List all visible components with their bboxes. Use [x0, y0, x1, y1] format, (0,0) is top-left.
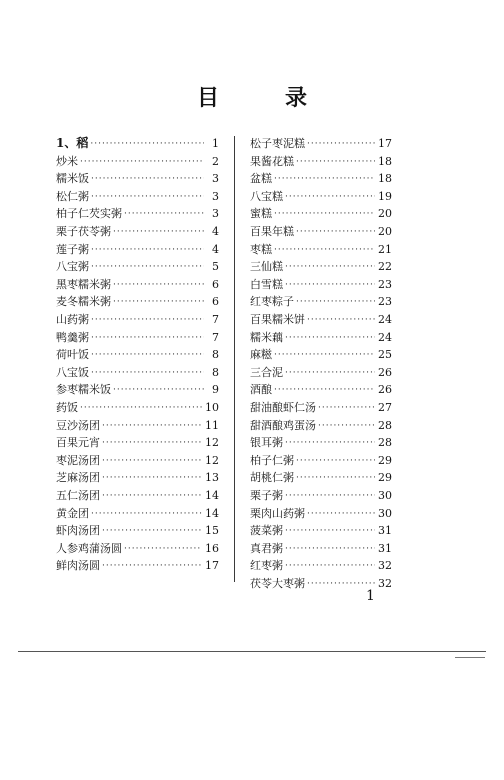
toc-entry-title: 豆沙汤团	[56, 418, 100, 432]
toc-entry-page: 1	[212, 137, 219, 150]
toc-entry	[250, 277, 392, 291]
toc-entry-page: 17	[378, 137, 392, 150]
toc-leader-dots	[285, 280, 375, 291]
toc-leader-dots	[113, 227, 204, 238]
toc-leader-dots	[307, 579, 375, 590]
toc-entry-page: 18	[378, 172, 392, 186]
toc-entry-title: 参枣糯米饭	[56, 383, 111, 397]
toc-entry-page: 27	[378, 401, 392, 414]
toc-leader-dots	[274, 350, 375, 361]
toc-leader-dots	[274, 174, 375, 185]
toc-entry-title: 枣糕	[250, 242, 272, 256]
toc-leader-dots	[91, 174, 204, 185]
toc-entry-title: 松子枣泥糕	[250, 137, 305, 150]
toc-entry	[250, 558, 392, 572]
toc-leader-dots	[296, 157, 375, 168]
toc-leader-dots	[91, 315, 204, 326]
toc-entry-title: 甜油酿虾仁汤	[250, 401, 316, 414]
toc-entry-page: 24	[378, 313, 392, 326]
toc-entry-title: 糯米藕	[250, 330, 283, 344]
toc-entry	[56, 558, 219, 572]
toc-entry-title: 真君粥	[250, 541, 283, 555]
toc-leader-dots	[274, 385, 375, 396]
toc-leader-dots	[318, 421, 375, 432]
toc-entry	[250, 189, 392, 203]
toc-leader-dots	[113, 385, 204, 396]
toc-entry-title: 胡桃仁粥	[250, 471, 294, 485]
toc-leader-dots	[296, 227, 375, 238]
toc-entry-title: 三合泥	[250, 365, 283, 379]
toc-entry-page: 31	[378, 524, 392, 538]
toc-leader-dots	[91, 509, 202, 520]
toc-entry-title: 五仁汤团	[56, 489, 100, 502]
toc-entry-page: 2	[212, 154, 219, 168]
toc-entry-page: 28	[378, 436, 392, 450]
toc-entry	[56, 488, 219, 502]
toc-entry	[250, 418, 392, 432]
toc-entry-page: 13	[205, 471, 219, 485]
toc-entry-title: 酒酿	[250, 383, 272, 397]
toc-entry-title: 菠菜粥	[250, 524, 283, 538]
toc-entry-page: 6	[212, 277, 219, 291]
toc-entry-page: 3	[212, 207, 219, 221]
toc-entry-page: 3	[212, 172, 219, 186]
toc-entry	[56, 400, 219, 414]
toc-entry-page: 22	[378, 260, 392, 274]
toc-entry-page: 23	[378, 295, 392, 309]
toc-entry-page: 32	[378, 559, 392, 573]
toc-entry	[56, 541, 219, 555]
toc-section-heading	[56, 136, 219, 150]
toc-leader-dots	[113, 297, 204, 308]
toc-entry	[250, 154, 392, 168]
toc-entry-title: 甜酒酿鸡蛋汤	[250, 418, 316, 432]
toc-entry-page: 20	[378, 225, 392, 238]
toc-entry	[56, 277, 219, 291]
toc-entry-title: 红枣粥	[250, 559, 283, 573]
toc-entry-title: 鸭羹粥	[56, 330, 89, 344]
toc-entry-page: 26	[378, 365, 392, 379]
toc-leader-dots	[91, 333, 204, 344]
toc-entry-page: 7	[212, 313, 219, 326]
toc-entry-title: 栗子粥	[250, 489, 283, 502]
toc-leader-dots	[285, 544, 375, 555]
toc-leader-dots	[285, 491, 375, 502]
toc-leader-dots	[124, 544, 202, 555]
toc-entry-title: 麦冬糯米粥	[56, 295, 111, 309]
toc-leader-dots	[296, 297, 375, 308]
toc-entry-page: 14	[205, 506, 219, 520]
toc-entry	[56, 330, 219, 344]
toc-leader-dots	[102, 473, 202, 484]
toc-entry-title: 柏子仁粥	[250, 453, 294, 467]
toc-leader-dots	[80, 403, 202, 414]
toc-leader-dots	[102, 561, 202, 572]
toc-entry-page: 9	[212, 383, 219, 397]
toc-entry-page: 29	[378, 453, 392, 467]
toc-entry-page: 11	[205, 418, 219, 432]
toc-entry-title: 松仁粥	[56, 189, 89, 203]
toc-leader-dots	[285, 262, 375, 273]
toc-entry-title: 盆糕	[250, 172, 272, 186]
toc-entry-page: 8	[212, 348, 219, 362]
toc-entry-page: 4	[212, 242, 219, 256]
toc-entry-title: 蜜糕	[250, 207, 272, 221]
toc-entry	[56, 154, 219, 168]
toc-entry-title: 白雪糕	[250, 277, 283, 291]
toc-entry-title: 黄金团	[56, 506, 89, 520]
toc-entry-title: 八宝粥	[56, 260, 89, 274]
toc-entry	[56, 189, 219, 203]
toc-entry-page: 29	[378, 471, 392, 485]
toc-entry-title: 柏子仁芡实粥	[56, 207, 122, 221]
toc-entry-title: 百果年糕	[250, 225, 294, 238]
toc-entry-title: 芝麻汤团	[56, 471, 100, 485]
toc-entry-page: 17	[205, 559, 219, 573]
toc-entry-title: 八宝糕	[250, 189, 283, 203]
toc-entry	[250, 294, 392, 308]
toc-entry-title: 药饭	[56, 401, 78, 414]
toc-entry-title: 1、稻	[56, 136, 89, 150]
toc-entry	[250, 470, 392, 484]
page-number: 1	[366, 588, 375, 604]
toc-entry-title: 枣泥汤团	[56, 453, 100, 467]
toc-entry-title: 炒米	[56, 154, 78, 168]
toc-entry	[56, 294, 219, 308]
toc-entry	[250, 330, 392, 344]
toc-leader-dots	[91, 262, 204, 273]
toc-leader-dots	[307, 139, 375, 150]
toc-entry-page: 24	[378, 330, 392, 344]
toc-entry-page: 21	[378, 242, 392, 256]
toc-entry-page: 19	[378, 189, 392, 203]
toc-entry-page: 12	[205, 453, 219, 467]
toc-entry	[56, 365, 219, 379]
toc-entry	[250, 224, 392, 238]
toc-entry	[56, 435, 219, 449]
toc-entry	[56, 453, 219, 467]
toc-entry-page: 3	[212, 189, 219, 203]
toc-leader-dots	[285, 192, 375, 203]
toc-entry-page: 32	[378, 577, 392, 590]
toc-leader-dots	[285, 333, 375, 344]
toc-leader-dots	[102, 456, 202, 467]
toc-entry-page: 20	[378, 207, 392, 221]
toc-entry	[56, 506, 219, 520]
toc-leader-dots	[285, 526, 375, 537]
toc-entry	[250, 171, 392, 185]
toc-entry-page: 28	[378, 418, 392, 432]
toc-leader-dots	[285, 438, 375, 449]
toc-entry-page: 25	[378, 348, 392, 362]
column-divider	[234, 136, 235, 582]
page-title: 目 录	[196, 85, 329, 111]
toc-entry	[56, 312, 219, 326]
toc-leader-dots	[102, 438, 202, 449]
toc-leader-dots	[296, 473, 375, 484]
toc-entry-page: 7	[212, 330, 219, 344]
toc-entry	[56, 171, 219, 185]
toc-entry-title: 糯米饭	[56, 172, 89, 186]
toc-leader-dots	[274, 209, 375, 220]
toc-entry-title: 莲子粥	[56, 242, 89, 256]
toc-leader-dots	[102, 491, 202, 502]
toc-entry-page: 10	[205, 401, 219, 414]
footer-rule	[18, 651, 486, 652]
toc-entry	[250, 242, 392, 256]
toc-leader-dots	[274, 245, 375, 256]
toc-entry	[56, 347, 219, 361]
toc-entry	[56, 418, 219, 432]
toc-entry-page: 6	[212, 295, 219, 309]
toc-leader-dots	[90, 139, 204, 150]
toc-entry	[250, 259, 392, 273]
toc-entry-page: 31	[378, 541, 392, 555]
toc-entry	[250, 365, 392, 379]
toc-entry	[56, 242, 219, 256]
toc-entry-title: 虾肉汤团	[56, 524, 100, 538]
toc-entry	[250, 506, 392, 520]
toc-entry-page: 15	[205, 524, 219, 538]
toc-leader-dots	[124, 209, 204, 220]
toc-entry	[250, 312, 392, 326]
toc-leader-dots	[285, 368, 375, 379]
toc-entry-title: 栗子茯苓粥	[56, 225, 111, 238]
toc-entry	[250, 453, 392, 467]
toc-leader-dots	[91, 245, 204, 256]
toc-leader-dots	[91, 350, 204, 361]
toc-entry-page: 8	[212, 365, 219, 379]
toc-entry-title: 红枣粽子	[250, 295, 294, 309]
toc-entry	[56, 470, 219, 484]
toc-entry-page: 12	[205, 436, 219, 450]
toc-leader-dots	[296, 456, 375, 467]
toc-entry	[250, 136, 392, 150]
toc-leader-dots	[113, 280, 204, 291]
toc-entry	[250, 541, 392, 555]
footer-rule-short	[455, 657, 485, 658]
toc-entry	[250, 206, 392, 220]
toc-entry-title: 鲜肉汤圆	[56, 559, 100, 573]
toc-entry-title: 黑枣糯米粥	[56, 277, 111, 291]
toc-leader-dots	[307, 509, 375, 520]
toc-leader-dots	[285, 561, 375, 572]
toc-entry-title: 茯苓大枣粥	[250, 577, 305, 590]
toc-entry	[56, 206, 219, 220]
toc-leader-dots	[102, 421, 202, 432]
toc-entry-title: 银耳粥	[250, 436, 283, 450]
toc-leader-dots	[307, 315, 375, 326]
toc-entry-title: 三仙糕	[250, 260, 283, 274]
toc-entry-title: 荷叶饭	[56, 348, 89, 362]
toc-entry	[56, 523, 219, 537]
toc-entry-page: 30	[378, 489, 392, 502]
toc-entry-page: 4	[212, 225, 219, 238]
toc-entry-title: 果酱花糕	[250, 154, 294, 168]
toc-leader-dots	[80, 157, 204, 168]
toc-entry-title: 栗肉山药粥	[250, 506, 305, 520]
toc-entry	[250, 435, 392, 449]
toc-entry	[56, 224, 219, 238]
toc-entry	[56, 259, 219, 273]
toc-entry-page: 18	[378, 154, 392, 168]
toc-entry	[250, 523, 392, 537]
toc-entry	[250, 347, 392, 361]
toc-leader-dots	[318, 403, 375, 414]
toc-entry-page: 14	[205, 489, 219, 502]
toc-entry	[250, 400, 392, 414]
toc-leader-dots	[91, 192, 204, 203]
toc-entry-title: 麻糍	[250, 348, 272, 362]
toc-entry-page: 23	[378, 277, 392, 291]
toc-entry	[250, 382, 392, 396]
toc-entry-title: 山药粥	[56, 313, 89, 326]
toc-entry-title: 八宝饭	[56, 365, 89, 379]
toc-leader-dots	[102, 526, 202, 537]
toc-entry-page: 5	[212, 260, 219, 274]
toc-entry-page: 30	[378, 506, 392, 520]
toc-entry-page: 16	[205, 541, 219, 555]
toc-entry	[250, 488, 392, 502]
toc-entry-page: 26	[378, 383, 392, 397]
toc-entry	[56, 382, 219, 396]
toc-leader-dots	[91, 368, 204, 379]
toc-entry-title: 人参鸡蒲汤圆	[56, 541, 122, 555]
toc-entry-title: 百果元宵	[56, 436, 100, 450]
toc-entry-title: 百果糯米饼	[250, 313, 305, 326]
